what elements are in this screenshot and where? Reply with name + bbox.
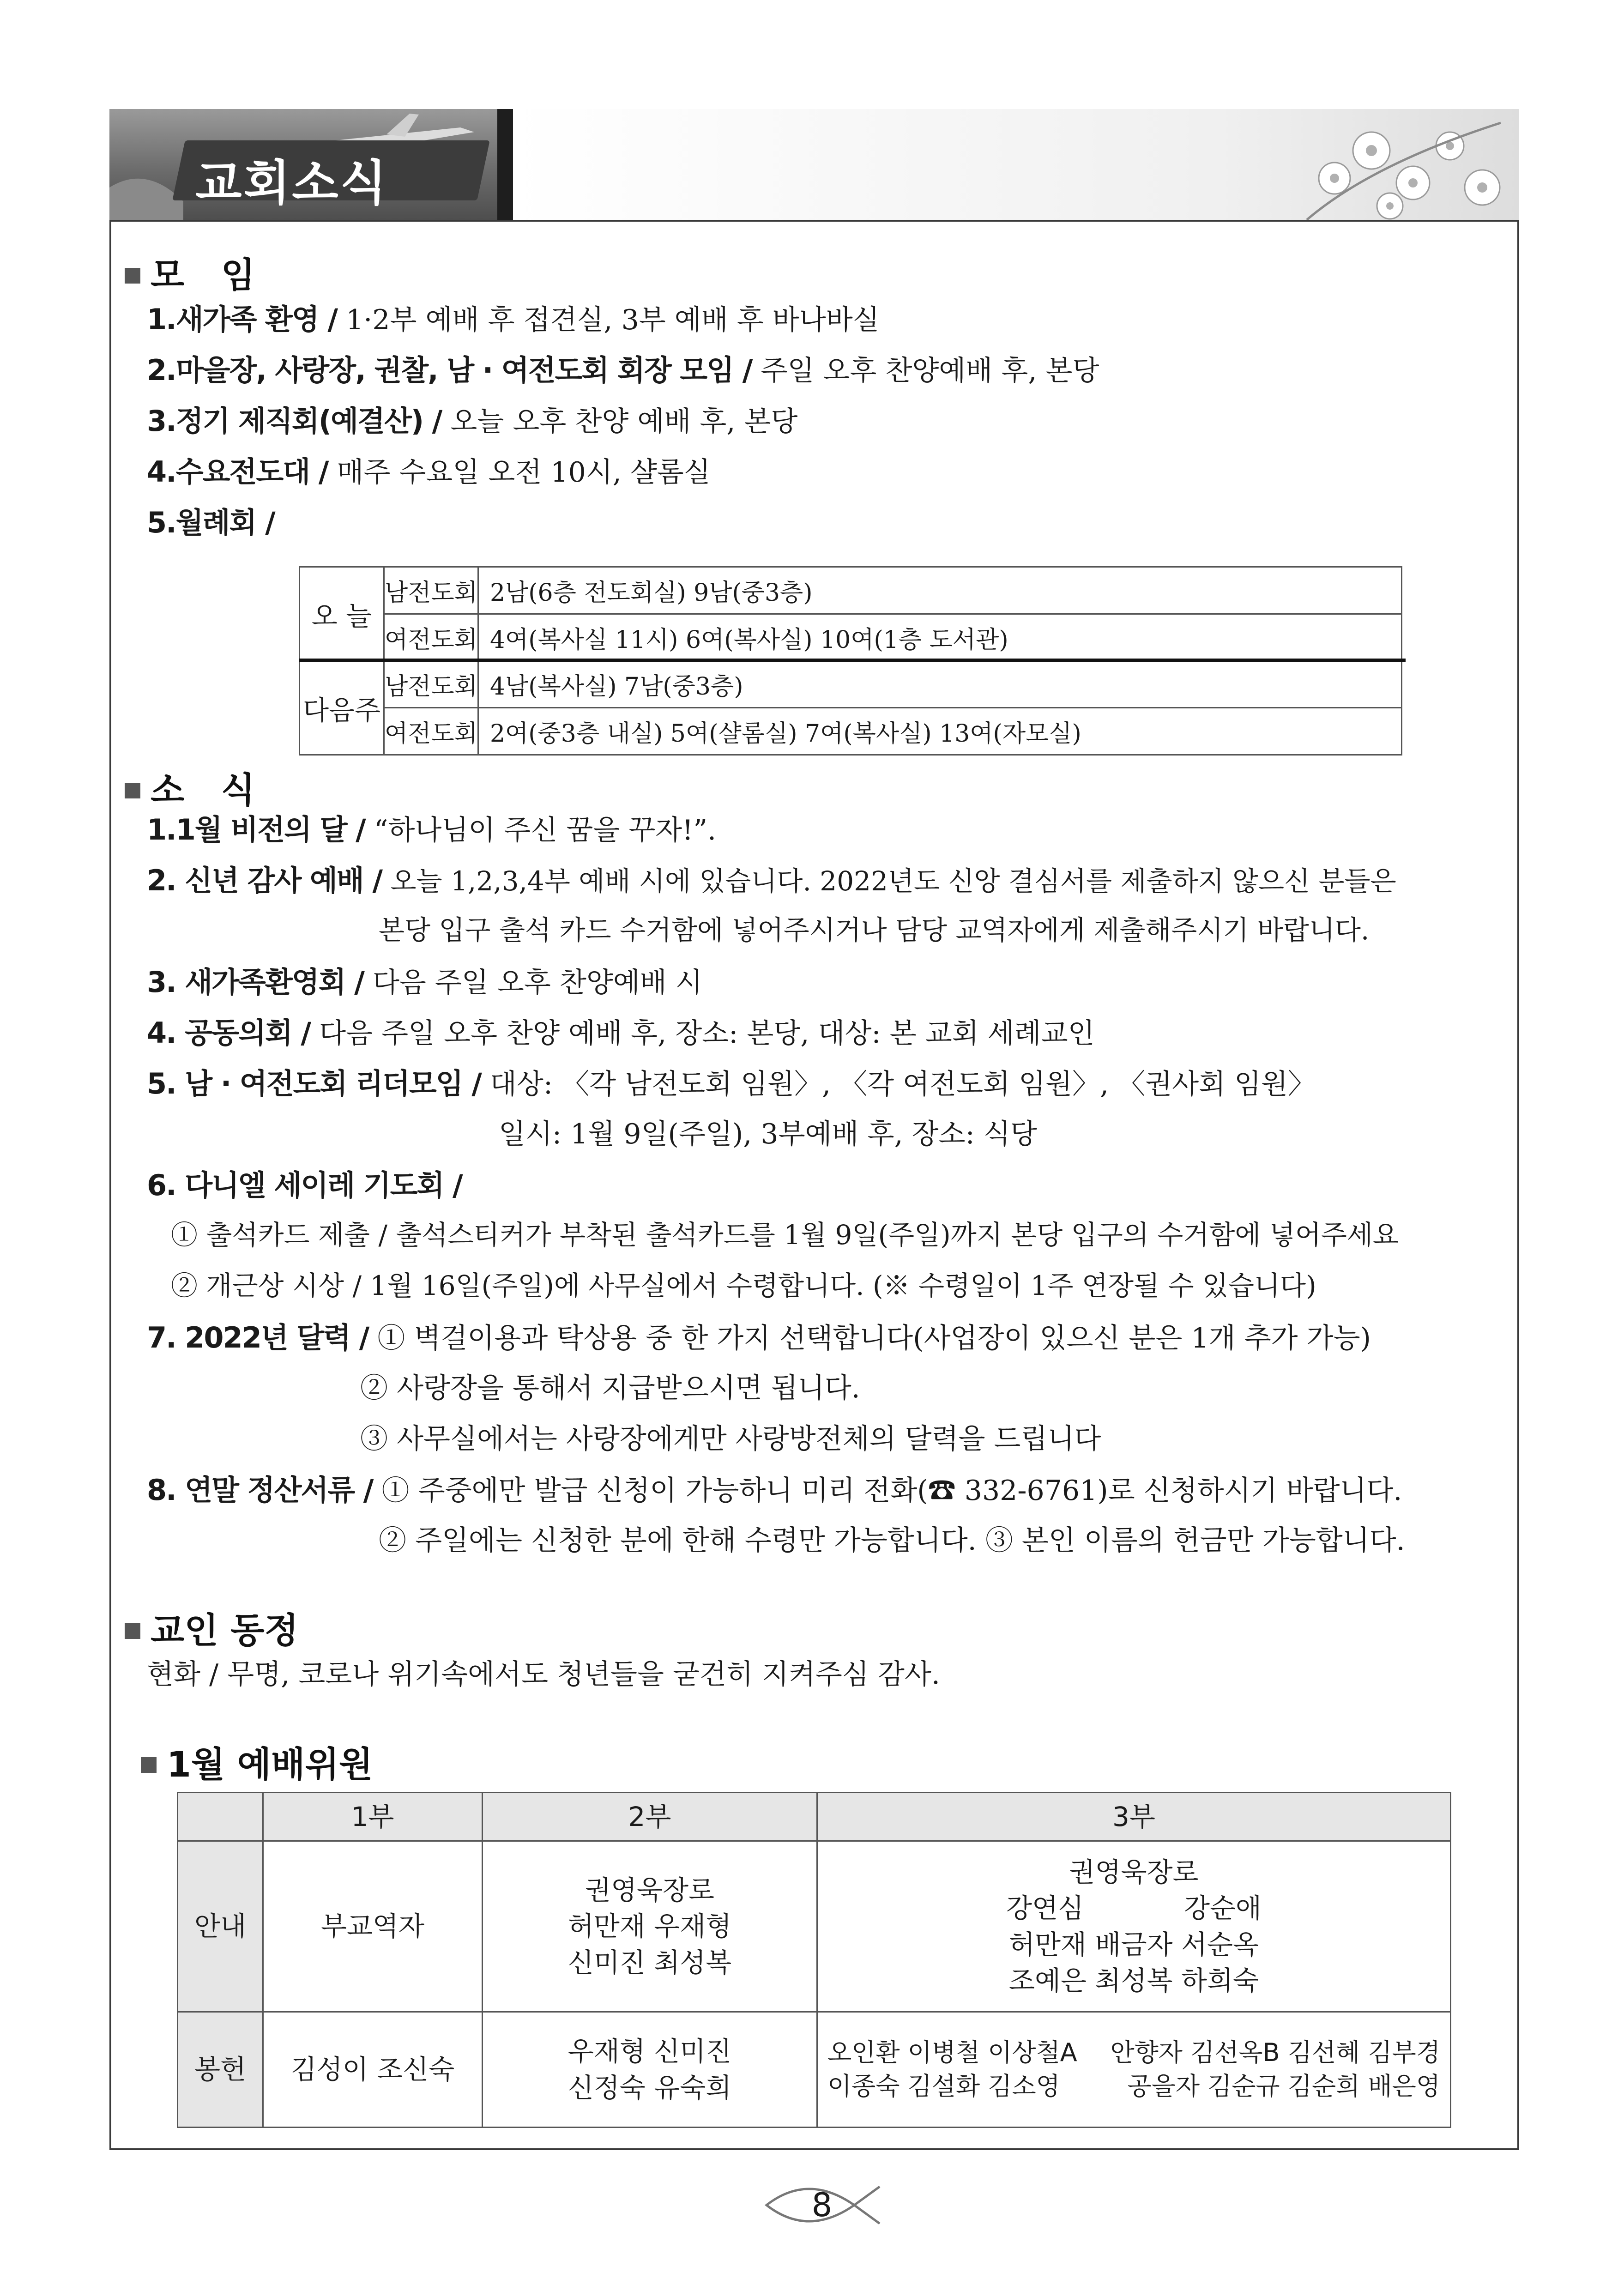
table-cell: 2남(6층 전도회실) 9남(중3층) (478, 567, 1401, 614)
news-item-6-sub-2: ② 개근상 시상 / 1월 16일(주일)에 사무실에서 수령합니다. (※ 수령일이 1주 연장될 수 있습니다) (171, 1270, 1316, 1301)
news-item-4: 4. 공동의회 / 다음 주일 오후 찬양 예배 후, 장소: 본당, 대상: 본 교회 세례교인 (147, 1016, 1095, 1050)
table-cell: 남전도회 (384, 567, 478, 614)
news-item-7-sub-1: ② 사랑장을 통해서 지급받으시면 됩니다. (360, 1372, 860, 1404)
table-cell (817, 2012, 1451, 2128)
cell-line: 허만재 우재형 (567, 1910, 732, 1942)
news-item-2-cont: 본당 입구 출석 카드 수거함에 넣어주시거나 담당 교역자에게 제출해주시기 바랍니다. (379, 914, 1370, 946)
section-heading-worship (141, 1736, 373, 1787)
page-number (757, 2170, 887, 2240)
section-heading-member (125, 1602, 298, 1653)
table-cell: 4여(복사실 11시) 6여(복사실) 10여(1층 도서관) (478, 614, 1401, 661)
table-row (178, 1841, 1451, 2012)
header-background (513, 109, 1519, 220)
cell-name: 안향자 김선옥B 김선혜 김부경 (1110, 2037, 1440, 2067)
cell-name: 오인환 이병철 이상철A (827, 2037, 1077, 2067)
table-cell: 남전도회 (384, 661, 478, 708)
section-heading-text: 모 임 (151, 254, 255, 296)
flower-decoration-icon (1279, 109, 1519, 220)
table-cell (483, 2012, 817, 2128)
meeting-item-3: 3.정기 제직회(예결산) / 오늘 오후 찬양 예배 후, 본당 (147, 404, 798, 438)
cell-line: 신미진 최성복 (567, 1946, 732, 1978)
bullet-square-icon (125, 1623, 140, 1639)
table-divider (299, 659, 1406, 662)
table-row (300, 661, 1402, 708)
column-header: 2부 (483, 1793, 817, 1841)
table-group-cell: 오 늘 (300, 567, 384, 661)
meeting-item-4: 4.수요전도대 / 매주 수요일 오전 10시, 샬롬실 (147, 455, 711, 489)
section-heading-text: 소 식 (151, 769, 255, 810)
table-cell: 2여(중3층 내실) 5여(샬롬실) 7여(복사실) 13여(자모실) (478, 708, 1401, 755)
header-photo (109, 109, 497, 220)
row-label: 봉헌 (178, 2012, 263, 2128)
table-cell: 부교역자 (263, 1841, 483, 2012)
cell-name: 공을자 김순규 김순희 배은영 (1127, 2071, 1440, 2101)
bullet-square-icon (125, 268, 140, 284)
news-item-1: 1.1월 비전의 달 / “하나님이 주신 꿈을 꾸자!”. (147, 813, 717, 846)
cell-line (818, 1890, 1449, 1926)
section-heading-text: 1월 예배위원 (167, 1744, 373, 1785)
table-cell (483, 1841, 817, 2012)
meeting-item-2: 2.마을장, 사랑장, 권찰, 남 · 여전도회 회장 모임 / 주일 오후 찬양예배 후, 본당 (147, 353, 1099, 387)
news-item-7-sub-2: ③ 사무실에서는 사랑장에게만 사랑방전체의 달력을 드립니다 (360, 1423, 1101, 1455)
news-item-8: 8. 연말 정산서류 / ① 주중에만 발급 신청이 가능하니 미리 전화(☎ 332-6761)로 신청하시기 바랍니다. (147, 1473, 1402, 1507)
cell-line: 권영욱장로 (1069, 1856, 1199, 1888)
header-divider (497, 109, 513, 220)
news-item-7: 7. 2022년 달력 / ① 벽걸이용과 탁상용 중 한 가지 선택합니다(사업장이 있으신 분은 1개 추가 가능) (147, 1321, 1371, 1354)
table-cell: 여전도회 (384, 708, 478, 755)
bullet-square-icon (125, 783, 140, 798)
header-banner (109, 109, 1519, 220)
cell-line: 조예은 최성복 하희숙 (1008, 1965, 1259, 1996)
table-corner-cell (178, 1793, 263, 1841)
news-item-3: 3. 새가족환영회 / 다음 주일 오후 찬양예배 시 (147, 965, 702, 999)
table-row (178, 2012, 1451, 2128)
cell-name: 이종숙 김설화 김소영 (827, 2071, 1060, 2101)
cell-line (818, 2070, 1449, 2104)
table-cell: 여전도회 (384, 614, 478, 661)
cell-name: 강연심 (1006, 1892, 1084, 1924)
cell-line (818, 2036, 1449, 2070)
section-heading-meeting (125, 247, 255, 297)
cell-line: 우재형 신미진 (567, 2036, 732, 2067)
cell-line: 신정숙 유숙희 (567, 2072, 732, 2104)
section-heading-text: 교인 동정 (151, 1610, 299, 1651)
section-heading-news (125, 762, 255, 812)
page-title-text: 교회소식 (195, 155, 389, 211)
table-cell: 김성이 조신숙 (263, 2012, 483, 2128)
table-row (300, 614, 1402, 661)
table-cell (817, 1841, 1451, 2012)
table-group-cell: 다음주 (300, 661, 384, 755)
page-number-text: 8 (811, 2186, 833, 2224)
page-title (172, 140, 490, 211)
column-header: 3부 (817, 1793, 1451, 1841)
news-item-8-sub-1: ② 주일에는 신청한 분에 한해 수령만 가능합니다. ③ 본인 이름의 헌금만 가능합니다. (379, 1524, 1405, 1557)
meeting-item-5: 5.월례회 / (147, 506, 275, 539)
news-item-2: 2. 신년 감사 예배 / 오늘 1,2,3,4부 예배 시에 있습니다. 2022년도 신앙 결심서를 제출하지 않으신 분들은 (147, 864, 1396, 897)
table-header-row (178, 1793, 1451, 1841)
cell-line: 허만재 배금자 서순옥 (1008, 1928, 1259, 1960)
cell-line: 권영욱장로 (585, 1874, 715, 1906)
meeting-item-1: 1.새가족 환영 / 1·2부 예배 후 접견실, 3부 예배 후 바나바실 (147, 302, 880, 336)
news-item-6: 6. 다니엘 세이레 기도회 / (147, 1168, 462, 1202)
cell-name: 강순애 (1183, 1892, 1262, 1924)
member-news-text: 현화 / 무명, 코로나 위기속에서도 청년들을 굳건히 지켜주심 감사. (147, 1658, 940, 1691)
news-item-6-sub-1: ① 출석카드 제출 / 출석스티커가 부착된 출석카드를 1월 9일(주일)까지 본당 입구의 수거함에 넣어주세요 (171, 1219, 1399, 1251)
row-label: 안내 (178, 1841, 263, 2012)
news-item-5-cont: 일시: 1월 9일(주일), 3부예배 후, 장소: 식당 (499, 1118, 1037, 1150)
news-item-5: 5. 남 · 여전도회 리더모임 / 대상: 〈각 남전도회 임원〉, 〈각 여전도회 임원〉, 〈권사회 임원〉 (147, 1067, 1316, 1100)
bullet-square-icon (141, 1757, 157, 1773)
table-row (300, 708, 1402, 755)
table-row (300, 567, 1402, 614)
table-cell: 4남(복사실) 7남(중3층) (478, 661, 1401, 708)
column-header: 1부 (263, 1793, 483, 1841)
worship-committee-table (177, 1792, 1451, 2124)
